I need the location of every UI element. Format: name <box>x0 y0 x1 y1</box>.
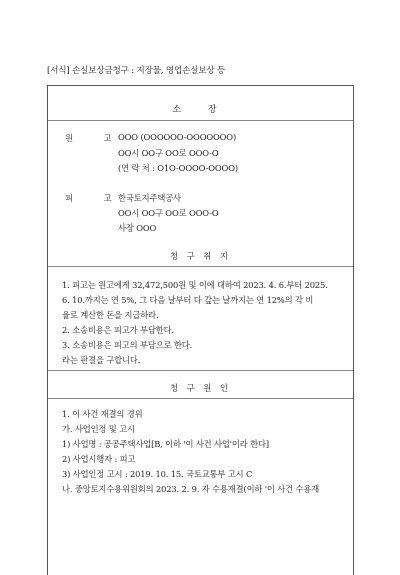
claim-line: 율로 계산한 돈을 지급하라. <box>62 310 159 320</box>
divider <box>48 266 353 267</box>
defendant-name: 한국토지주택공사 <box>118 193 181 203</box>
cause-heading: 청 구 원 인 <box>170 383 231 393</box>
divider <box>48 370 353 371</box>
plaintiff-label: 원 고 <box>65 133 126 143</box>
complaint-form <box>47 85 354 575</box>
document-title: 소 장 <box>172 105 229 115</box>
cause-line: 2) 사업시행자 : 피고 <box>62 454 136 464</box>
cause-line: 3) 사업인정 고시 : 2019. 10. 15. 국토교통부 고시 C <box>62 469 253 479</box>
defendant-address: OO시 OO구 OO로 OOO-O <box>118 208 219 218</box>
claim-heading: 청 구 취 지 <box>170 251 231 261</box>
claim-line: 1. 피고는 원고에게 32,472,500원 및 이에 대하여 2023. 4. 6.부터 2025. <box>62 280 328 290</box>
defendant-label: 피 고 <box>65 193 126 203</box>
divider <box>48 120 353 121</box>
claim-line: 3. 소송비용은 피고의 부담으로 한다. <box>62 340 193 350</box>
cause-line: 가. 사업인정 및 고시 <box>62 424 135 434</box>
plaintiff-address: OO시 OO구 OO로 OOO-O <box>118 148 219 158</box>
document-caption: [서식] 손실보상금청구 : 지장물, 영업손실보상 등 <box>47 66 226 76</box>
divider <box>48 398 353 399</box>
plaintiff-name: OOO (OOOOOO-OOOOOOO) <box>118 132 237 142</box>
plaintiff-phone: (연 락 처 : O1O-OOOO-OOOO) <box>118 163 238 173</box>
claim-line: 2. 소송비용은 피고가 부담한다. <box>62 325 174 335</box>
cause-line: 나. 중앙토지수용위원회의 2023. 2. 9. 자 수용재결(이하 '이 사건 수용재 <box>62 484 320 494</box>
claim-line: 6. 10.까지는 연 5%, 그 다음 날부터 다 갚는 날까지는 연 12%의 각 비 <box>62 295 314 305</box>
claim-line: 라는 판결을 구합니다. <box>62 355 141 365</box>
cause-line: 1. 이 사건 재결의 경위 <box>62 409 143 419</box>
cause-line: 1) 사업명 : 공공주택사업[B, 이하 '이 사건 사업'이라 한다] <box>62 439 269 449</box>
defendant-representative: 사장 OOO <box>118 223 157 233</box>
